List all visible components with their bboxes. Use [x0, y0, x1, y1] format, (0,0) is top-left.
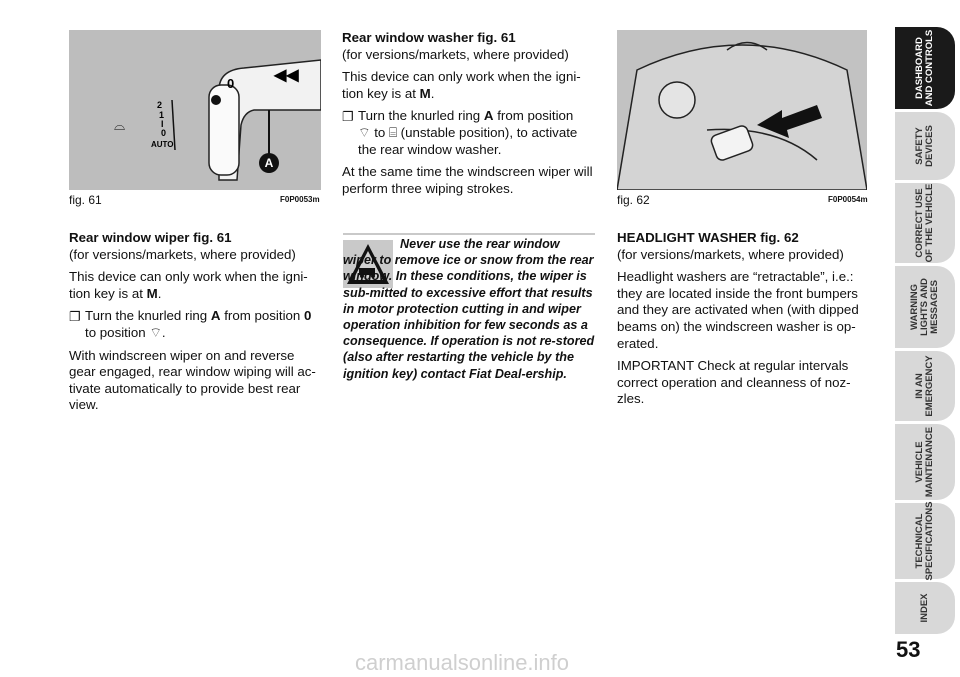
- label-two: 2: [157, 100, 163, 110]
- label-zero: 0: [227, 76, 235, 91]
- tab-dashboard-and-controls[interactable]: DASHBOARD AND CONTROLS: [895, 27, 955, 109]
- double-arrow-icon: ◀◀: [274, 67, 299, 84]
- warning-divider: [343, 233, 595, 235]
- column-1: [69, 230, 324, 420]
- headlight-washer-heading: HEADLIGHT WASHER fig. 62: [617, 230, 799, 245]
- label-i: I: [161, 119, 164, 129]
- column-2: [342, 30, 597, 203]
- label-a: A: [264, 156, 274, 170]
- paragraph: At the same time the windscreen wiper will perform three wiping strokes.: [342, 164, 593, 196]
- warning-text: Never use the rear window wiper to remove ice or snow from the rear window. In these conditions, the wiper is sub-mitted to excessive effort that results in motor protection cutting in and wiper operation inhibition for few seconds as a consequence. If operation is not re-stored (also after restarting the vehicle by the ignition key) contact Fiat Deal-ership.: [343, 237, 595, 381]
- wiper-icon: ⌓: [114, 117, 126, 133]
- versions-note: (for versions/markets, where provided): [69, 246, 296, 262]
- tab-safety-devices[interactable]: SAFETY DEVICES: [895, 112, 955, 180]
- watermark: carmanualsonline.info: [355, 650, 570, 675]
- versions-note: (for versions/markets, where provided): [617, 246, 844, 262]
- fig62-caption: fig. 62: [617, 193, 650, 207]
- stalk-illustration: [69, 30, 321, 190]
- rear-washer-icon: ⌸: [388, 124, 397, 140]
- label-auto: AUTO: [151, 140, 174, 149]
- instruction-bullet: ❐ Turn the knurled ring A from position 0 to position ⌔.: [69, 308, 312, 340]
- paragraph: This device can only work when the igni-tion key is at M.: [342, 69, 581, 101]
- label-zero-b: 0: [161, 128, 167, 138]
- rear-wiper-heading: Rear window wiper fig. 61: [69, 230, 232, 245]
- instruction-bullet: ❐ Turn the knurled ring A from position ⌔ to ⌸ (unstable position), to activate the rear window washer.: [342, 108, 578, 157]
- figure-61: [69, 30, 321, 190]
- tab-technical-specifications[interactable]: TECHNICAL SPECIFICATIONS: [895, 503, 955, 579]
- tab-warning-lights[interactable]: WARNING LIGHTS AND MESSAGES: [895, 266, 955, 348]
- column-3: [617, 230, 872, 414]
- paragraph: IMPORTANT Check at regular intervals correct operation and cleanness of noz-zles.: [617, 358, 851, 407]
- page-number: 53: [896, 637, 921, 662]
- paragraph: With windscreen wiper on and reverse gear engaged, rear window wiping will ac-tivate automatically to provide best rear view.: [69, 347, 316, 413]
- fig61-code: F0P0053m: [280, 195, 320, 204]
- headlight-illustration: [617, 30, 867, 190]
- paragraph: Headlight washers are “retractable”, i.e.: they are located inside the front bumpers and they are activated when (with dipped beams on) the windscreen washer is op-erated.: [617, 269, 859, 351]
- rear-wiper-icon: ⌔: [358, 124, 371, 140]
- fig61-caption: fig. 61: [69, 193, 102, 207]
- checkbox-bullet-icon: ❐: [69, 309, 81, 325]
- tab-correct-use[interactable]: CORRECT USE OF THE VEHICLE: [895, 183, 955, 263]
- rear-wiper-icon: ⌔: [149, 324, 162, 340]
- checkbox-bullet-icon: ❐: [342, 109, 354, 125]
- tab-in-an-emergency[interactable]: IN AN EMERGENCY: [895, 351, 955, 421]
- tab-vehicle-maintenance[interactable]: VEHICLE MAINTENANCE: [895, 424, 955, 500]
- rear-washer-heading: Rear window washer fig. 61: [342, 30, 516, 45]
- figure-62: [617, 30, 867, 190]
- tab-index[interactable]: INDEX: [895, 582, 955, 634]
- versions-note: (for versions/markets, where provided): [342, 46, 569, 62]
- fig62-code: F0P0054m: [828, 195, 868, 204]
- paragraph: This device can only work when the igni-tion key is at M.: [69, 269, 308, 301]
- label-one: 1: [159, 110, 165, 120]
